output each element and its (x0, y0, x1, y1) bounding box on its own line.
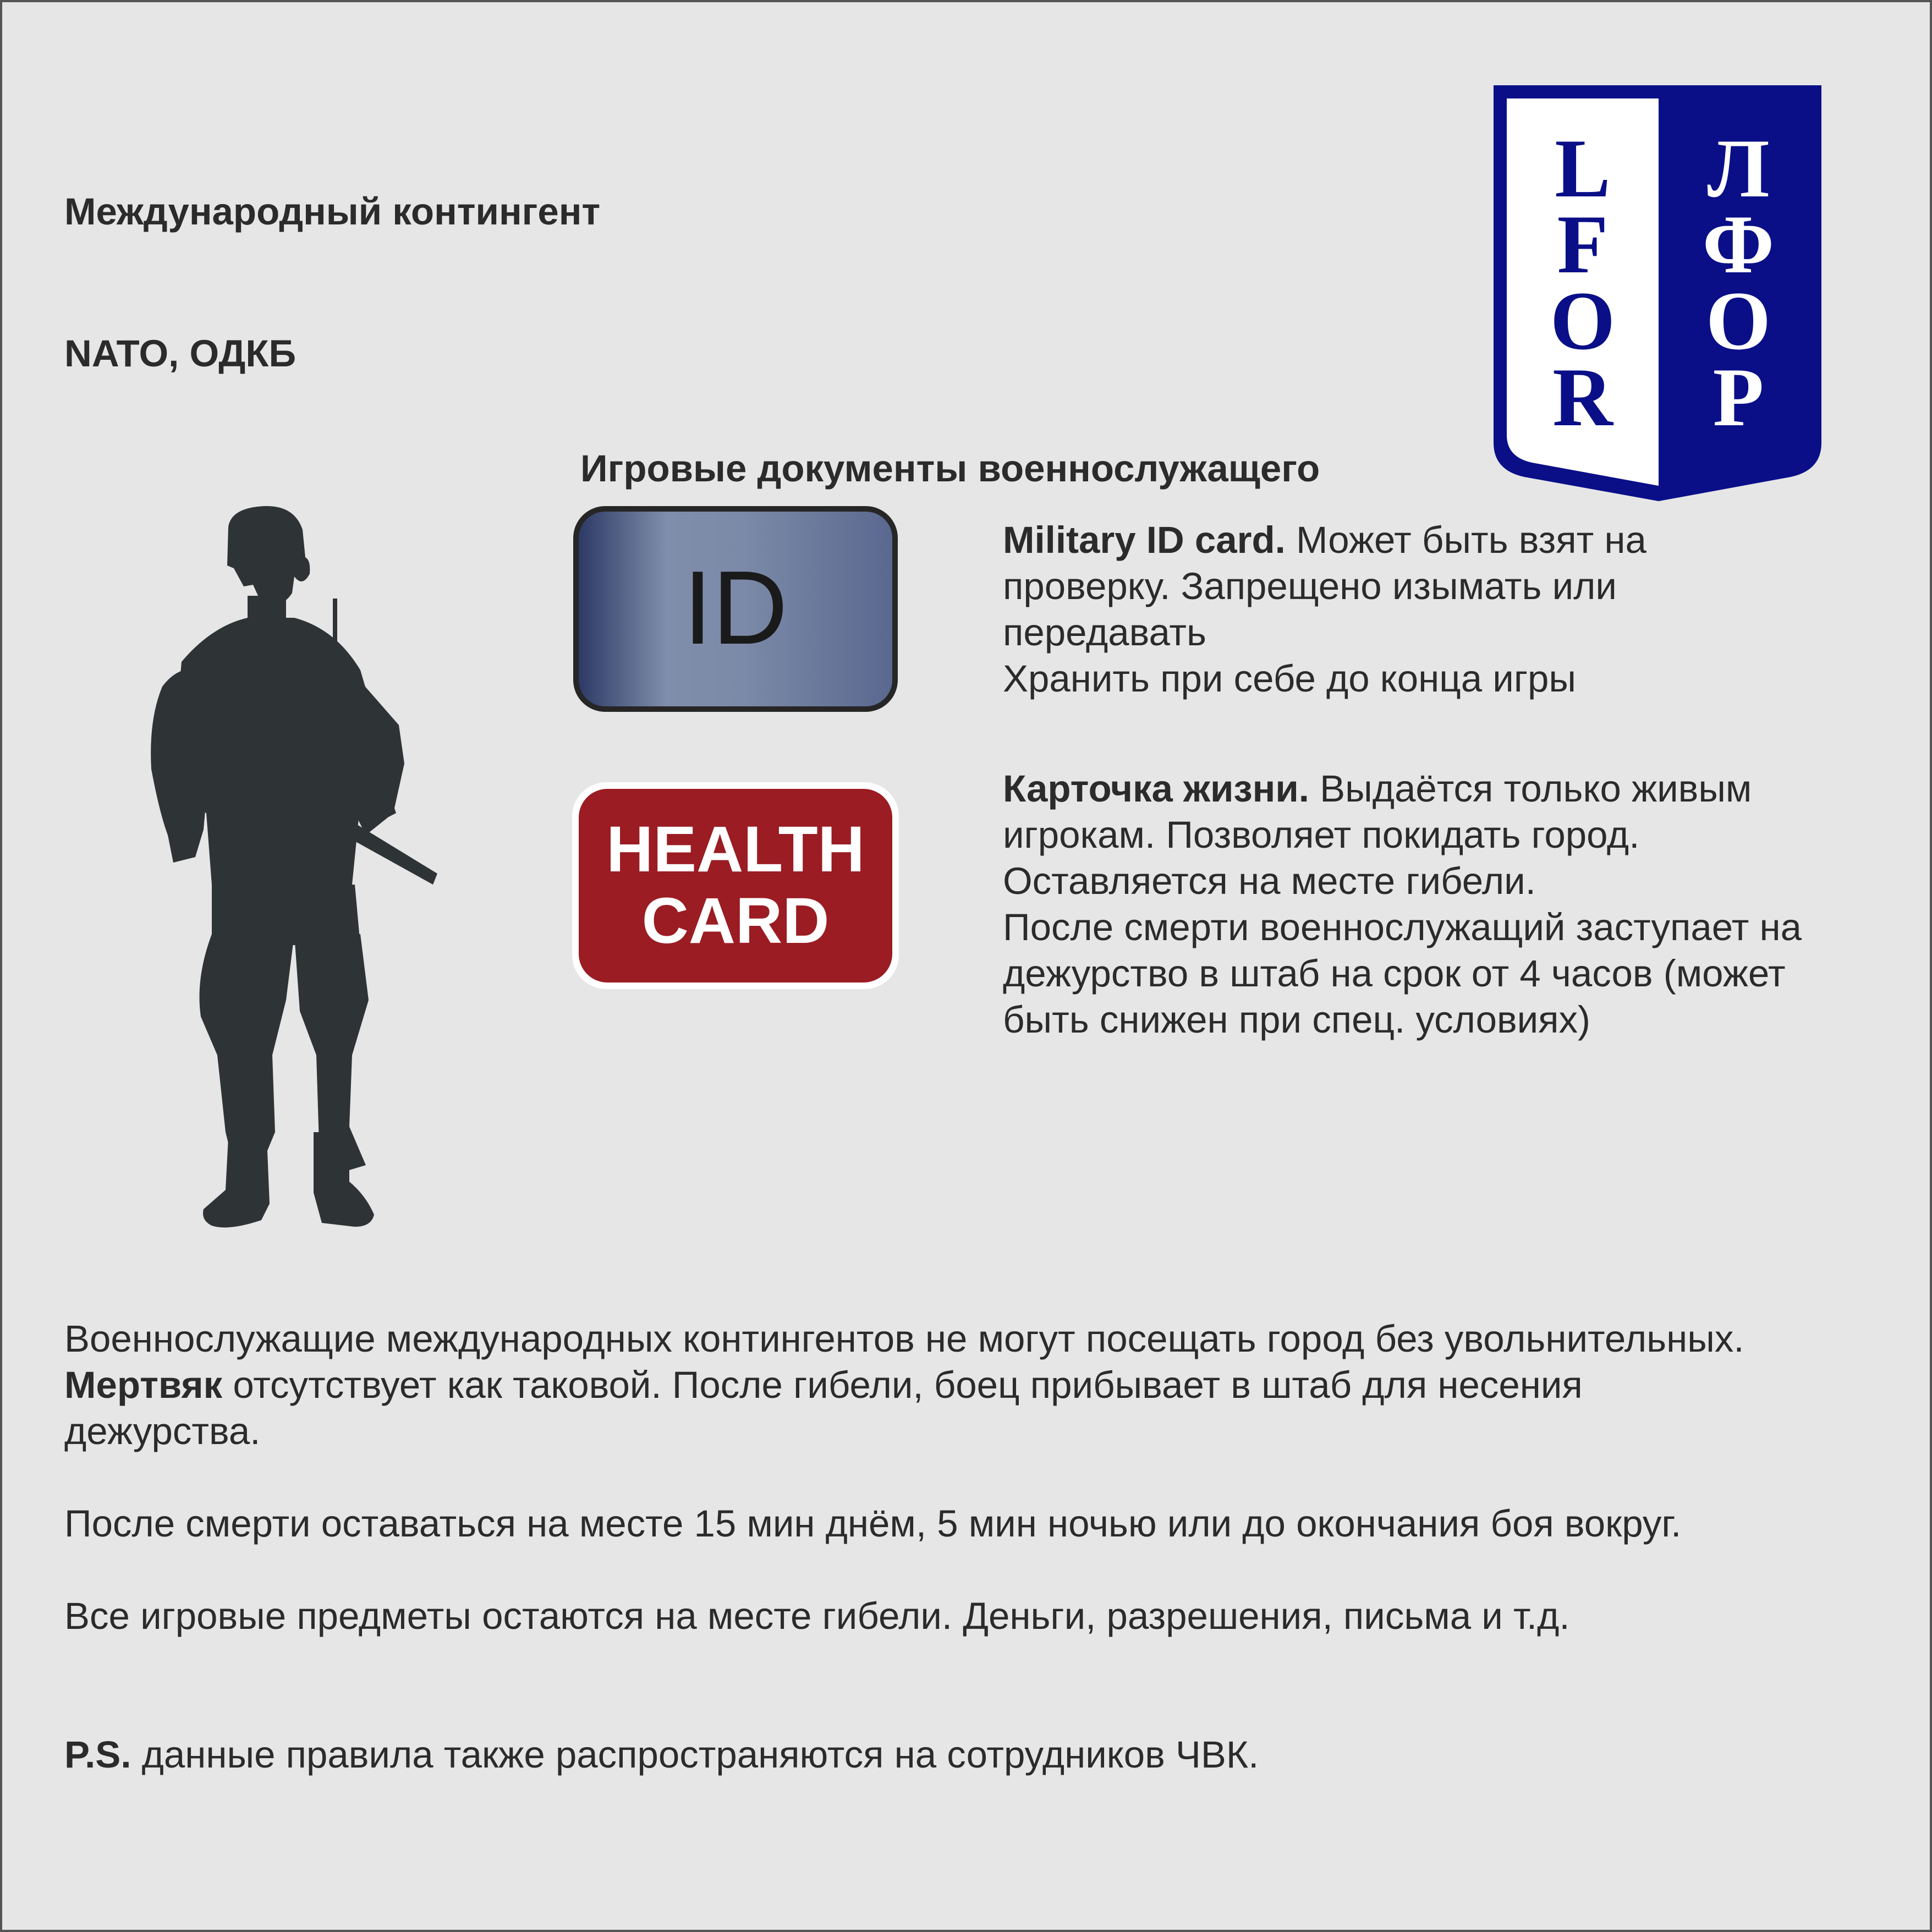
rules-paragraph-3: Все игровые предметы остаются на месте гибели. Деньги, разрешения, письма и т.д. (64, 1595, 1570, 1637)
health-card-line-6: быть снижен при спец. условиях) (1003, 998, 1591, 1041)
health-card-description (1003, 766, 1802, 1043)
id-card-line-1: Military ID card. Может быть взят на (1003, 519, 1646, 561)
health-card-line-3: Оставляется на месте гибели. (1003, 860, 1536, 902)
dead-term: Мертвяк (64, 1364, 223, 1406)
id-card-description (1003, 517, 1646, 702)
documents-title: Игровые документы военнослужащего (580, 447, 1320, 490)
rules-paragraph-2: После смерти оставаться на месте 15 мин днём, 5 мин ночью или до окончания боя вокруг. (64, 1502, 1682, 1545)
emblem-letter-left-2: F (1557, 198, 1609, 290)
id-card-line-4: Хранить при себе до конца игры (1003, 657, 1576, 700)
contingent-heading: Международный контингент (64, 190, 601, 233)
health-card-label-line-1: HEALTH (606, 813, 865, 886)
soldier-silhouette-icon (129, 505, 443, 1231)
emblem-letter-right-2: Ф (1702, 198, 1775, 290)
id-card-label: ID (683, 550, 788, 666)
ps-note: P.S. данные правила также распространяются на сотрудников ЧВК. (64, 1733, 1259, 1776)
id-card-line-2: проверку. Запрещено изымать или (1003, 565, 1617, 607)
blocs-heading: NATO, ОДКБ (64, 332, 297, 375)
health-card-title: Карточка жизни. (1003, 767, 1309, 810)
health-card-image (572, 782, 899, 989)
emblem-letter-left-1: L (1555, 122, 1611, 215)
id-card-title: Military ID card. (1003, 519, 1286, 561)
ps-label: P.S. (64, 1733, 131, 1776)
health-card-line-1: Карточка жизни. Выдаётся только живым (1003, 767, 1752, 810)
emblem-letter-right-4: Р (1713, 351, 1764, 443)
health-card-line-2: игрокам. Позволяет покидать город. (1003, 814, 1640, 856)
health-card-line-5: дежурство в штаб на срок от 4 часов (может (1003, 952, 1786, 995)
id-card-line-3: передавать (1003, 611, 1206, 654)
health-card-line-4: После смерти военнослужащий заступает на (1003, 906, 1802, 948)
emblem-letter-left-3: O (1550, 275, 1616, 367)
emblem-letter-right-3: О (1705, 275, 1771, 367)
health-card-label-line-2: CARD (641, 885, 830, 957)
lfor-emblem (1494, 85, 1821, 501)
emblem-letter-left-4: R (1552, 351, 1613, 443)
id-card-image (573, 506, 898, 712)
emblem-letter-right-1: Л (1707, 122, 1770, 215)
rules-paragraph-1: Военнослужащие международных контингентов не могут посещать город без увольнительных. Мертвяк отсутствует как таковой. После гибели, боец прибывает в штаб для несения дежурства. (64, 1318, 1744, 1452)
